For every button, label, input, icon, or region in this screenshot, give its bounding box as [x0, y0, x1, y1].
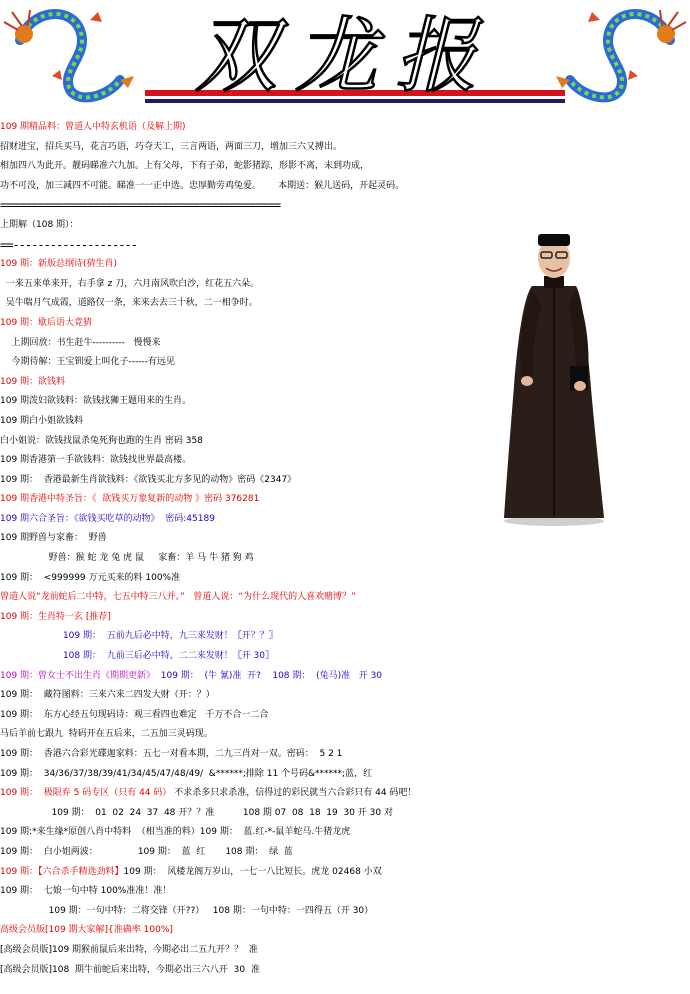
- text-line: [0, 373, 690, 393]
- text-segment: 109 期： 东方心经五句现码诗：观三看四也难定 千万不合一二合: [0, 709, 269, 720]
- text-segment: 109 期： 七娘一句中特 100%准准！准！: [0, 886, 172, 897]
- text-segment: 高级会员版[109 期大家解]{准确率 100%]: [0, 925, 173, 936]
- text-segment: 109 期：歇后语大竟猜: [0, 317, 93, 328]
- text-segment: 109 期：新版总纲诗(猜生肖): [0, 259, 118, 270]
- text-segment: 招财进宝，招兵买马，花言巧语，巧夺天工，三言两语，两面三刀，增加三六又搏出。: [0, 141, 343, 152]
- text-line: [0, 275, 690, 295]
- text-segment: 马后羊前七跟九 特码开在五后来，二五加三灵码现。: [0, 729, 213, 740]
- text-line: [0, 588, 690, 608]
- text-line: [0, 843, 690, 863]
- text-segment: =============================================: [0, 198, 281, 213]
- text-segment: 109 期： 藏符图料：三来六来二四发大财（开：？）: [0, 690, 215, 701]
- text-segment: 109 期香港中特圣旨：《 欲钱买万象复新的动物 》密码 376281: [0, 494, 260, 505]
- dragon-right-icon: [556, 10, 686, 97]
- text-segment: 109 期精品料：曾道人中特玄机语（及解上期): [0, 122, 186, 132]
- text-segment: 109 期： 香港六合彩光碟迦家料：五七一对看本期，二九三肖对一双。密码： 5 2 1: [0, 749, 343, 759]
- masthead-title: 双龙报: [195, 9, 495, 104]
- text-line: [0, 412, 690, 432]
- text-line: [0, 941, 690, 961]
- text-segment: 109 期： 34/36/37/38/39/41/34/45/47/48/49/ &******;排除 11 个号码&******;蓝，红: [0, 768, 373, 779]
- text-line: [0, 432, 690, 452]
- text-segment: 109 期：一句中特：二将交锋（开??） 108 期：一句中特：一四得五（开 30）: [0, 905, 374, 916]
- text-line: [0, 177, 690, 197]
- text-segment: 白小姐说：欲钱找鼠杀兔死狗也跑的生肖 密码 358: [0, 435, 203, 446]
- text-segment: 今期待解：王宝钏爱上叫化子------有远见: [0, 357, 175, 368]
- text-line: [0, 196, 690, 216]
- text-line: [0, 804, 690, 824]
- text-segment: 109 期香港第一手欲钱料：欲钱找世界最高楼。: [0, 455, 192, 466]
- text-line: [0, 569, 690, 589]
- text-line: [0, 451, 690, 471]
- text-line: [0, 549, 690, 569]
- dragon-left-icon: [4, 10, 134, 97]
- text-segment: 野兽：猴 蛇 龙 兔 虎 鼠 家畜：羊 马 牛 猪 狗 鸡: [0, 553, 254, 564]
- text-line: [0, 961, 690, 981]
- text-line: [0, 608, 690, 628]
- text-segment: 不求杀多只求杀准，信得过的彩民就当六合彩只有 44 码吧！: [171, 788, 417, 799]
- text-line: [0, 157, 690, 177]
- text-segment: 109 期六合圣旨：《欲钱买吃草的动物》 密码:45189: [0, 513, 215, 524]
- text-segment: 109 期： 五前九后必中特，九三来发财！〖开？？〗: [0, 631, 278, 642]
- text-line: [0, 471, 690, 491]
- text-segment: 109 期： 01 02 24 37 48 开？？准 108 期 07 08 18 19 30 开 30 对: [0, 807, 393, 818]
- text-line: [0, 745, 690, 765]
- text-segment: 109 期： (牛 氰)准 开? 108 期： (兔马)准 开 30: [160, 670, 383, 681]
- text-line: [0, 510, 690, 530]
- text-line: [0, 725, 690, 745]
- text-line: [0, 490, 690, 510]
- text-line: [0, 236, 690, 256]
- text-segment: 109 期：生肖特一玄 [推荐]: [0, 611, 111, 622]
- text-line: [0, 784, 690, 804]
- text-line: [0, 314, 690, 334]
- text-line: [0, 921, 690, 941]
- text-segment: 109 期:*来生缘*原创八肖中特料 （相当准的料）109 期： 蓝.红-*-鼠羊蛇马.牛猪龙虎: [0, 827, 351, 838]
- text-line: [0, 647, 690, 667]
- text-segment: 功不可没，加三减四不可能。睇准一一正中选。忠厚勤劳鸡兔爱。 本期送：猴儿送码，开起灵码。: [0, 180, 405, 191]
- text-line: [0, 882, 690, 902]
- text-segment: 109 期：曾女士不出生肖《期期更新》: [0, 670, 161, 681]
- text-line: [0, 823, 690, 843]
- text-segment: 109 期白小姐欲钱料: [0, 415, 84, 426]
- text-segment: 109 期野兽与家畜： 野兽: [0, 533, 107, 544]
- text-segment: [高级会员版]109 期猴前鼠后来出特，今期必出二五九开？？ 准: [0, 944, 258, 955]
- masthead-banner: [0, 0, 690, 118]
- text-segment: 109 期：【六合杀手精选劲料】: [0, 866, 124, 877]
- masthead: [0, 0, 690, 118]
- text-line: [0, 294, 690, 314]
- text-segment: 109 期： 极限弃 5 码专区（只有 44 码）: [0, 788, 172, 799]
- text-line: [0, 765, 690, 785]
- text-segment: ==--------------------: [0, 237, 137, 252]
- text-segment: 109 期： 白小姐两波： 109 期： 蓝 红 108 期： 绿 蓝: [0, 846, 293, 857]
- text-line: [0, 529, 690, 549]
- article-body: [0, 118, 690, 980]
- text-segment: 相加四八为此开。靓码睇准六九加。上有父母，下有子弟，蛇影猪踪，形影不离，未到功成，: [0, 161, 370, 172]
- text-line: [0, 392, 690, 412]
- text-line: [0, 863, 690, 883]
- text-line: [0, 667, 690, 687]
- text-line: [0, 118, 690, 138]
- text-segment: 108 期： 九前三后必中特，二二来发财！〖开 30〗: [0, 651, 275, 662]
- text-segment: 109 期：欲钱料: [0, 376, 66, 387]
- text-line: [0, 353, 690, 373]
- text-segment: 109 期： 风楼龙阁万岁山，一七一八比短长。虎龙 02468 小双: [123, 866, 382, 877]
- text-line: [0, 334, 690, 354]
- text-segment: 一来五来单来开，右手拿 z 刀，六月南风吹白沙，红花五六朵。: [0, 278, 260, 289]
- text-segment: 109 期： <999999 万元买来的料 100%准: [0, 572, 181, 583]
- text-line: [0, 902, 690, 922]
- text-segment: 曾道人说“龙前蛇后二中特，七五中特三八并。” 曾道人说：“为什么现代的人喜欢赌博？”: [0, 592, 356, 603]
- text-segment: 109 期泼妇欲钱料：欲钱找狮王题用来的生肖。: [0, 396, 192, 407]
- text-line: [0, 627, 690, 647]
- text-segment: 吴牛喘月气成霞，道路仅一条，来来去去三十秋，二一相争时。: [0, 298, 258, 309]
- text-segment: 109 期： 香港最新生肖欲钱料：《欲钱买北方多见的动物》密码《2347》: [0, 474, 297, 485]
- text-line: [0, 686, 690, 706]
- text-line: [0, 706, 690, 726]
- text-segment: 上期解（108 期）：: [0, 219, 79, 230]
- text-segment: [高级会员版]108 期牛前蛇后来出特，今期必出三六八开 30 准: [0, 964, 260, 975]
- text-line: [0, 255, 690, 275]
- text-segment: 上期回放：书生赶牛---------- 慢慢来: [0, 337, 161, 348]
- text-line: [0, 138, 690, 158]
- text-line: [0, 216, 690, 236]
